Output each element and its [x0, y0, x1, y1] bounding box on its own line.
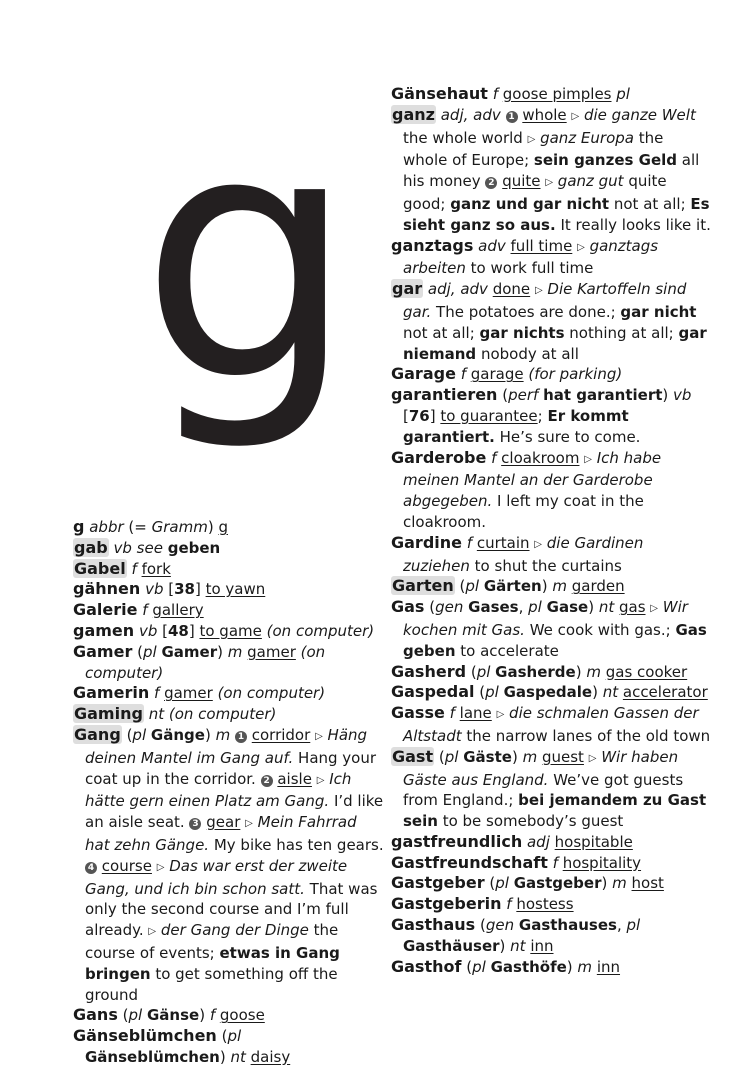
dictionary-entry — [391, 682, 711, 703]
text: [ — [163, 580, 175, 599]
section-letter: g — [140, 60, 356, 456]
headword: Gamer — [73, 641, 133, 661]
bold-form: Gänseblümchen — [85, 1047, 220, 1066]
translation: g — [218, 518, 228, 536]
text: I’d like an aisle seat. — [85, 792, 384, 832]
headword: Garderobe — [391, 447, 487, 467]
translation: hostess — [516, 895, 574, 914]
grammar-label: pl — [444, 747, 459, 766]
grammar-label: pl — [616, 85, 630, 103]
text: [ — [403, 406, 409, 425]
grammar-label: m — [522, 747, 538, 766]
dictionary-entry — [391, 364, 711, 385]
headword: Gastfreundschaft — [391, 852, 548, 872]
translation: course — [101, 856, 152, 875]
dictionary-entry — [73, 621, 385, 642]
dictionary-entry — [391, 747, 711, 832]
sense-number: 1 — [506, 111, 518, 123]
example-arrow-icon: ▷ — [571, 110, 580, 122]
text: the narrow lanes of the old town — [461, 726, 711, 745]
translation: goose — [219, 1006, 265, 1025]
phrase: Gas geben — [403, 620, 707, 660]
sense-number: 2 — [485, 177, 497, 189]
grammar-label: (on computer) — [217, 684, 326, 703]
grammar-label: f — [552, 853, 558, 872]
grammar-label: perf — [508, 386, 539, 405]
translation: goose pimples — [502, 85, 612, 103]
text: the course of events; — [85, 921, 339, 962]
example-sentence: die ganze Welt — [583, 105, 696, 124]
text: We cook with gas.; — [524, 620, 676, 639]
grammar-label: f — [460, 365, 466, 384]
grammar-label: gen — [485, 916, 515, 935]
bold-form: Gaspedale — [503, 683, 593, 702]
phrase: ganz und gar nicht — [450, 194, 610, 213]
text: to work full time — [465, 259, 594, 278]
example-sentence: Häng deinen Mantel im Gang auf. — [85, 725, 368, 767]
grammar-label: pl — [227, 1027, 242, 1046]
bold-form: Gäste — [463, 747, 512, 766]
grammar-label: pl — [128, 1006, 143, 1025]
translation: to game — [199, 621, 262, 640]
example-arrow-icon: ▷ — [534, 538, 542, 550]
bold-form: Gasthäuser — [403, 936, 500, 955]
text: ( — [479, 916, 486, 935]
text: ] — [194, 580, 206, 599]
example-sentence: Die Kartoffeln sind gar. — [403, 280, 687, 321]
text: ) — [566, 957, 578, 976]
example-sentence: ganztags arbeiten — [403, 236, 659, 278]
text: Hang your coat up in the corridor. — [85, 748, 377, 788]
text: [ — [157, 621, 168, 640]
grammar-label: m — [227, 642, 243, 661]
bold-form: Gänge — [150, 725, 205, 744]
grammar-label: Gramm — [151, 518, 208, 536]
example-arrow-icon: ▷ — [534, 285, 543, 297]
text: It really looks like it. — [555, 215, 711, 234]
translation: full time — [510, 236, 573, 255]
dictionary-entry — [73, 725, 385, 1005]
dictionary-entry — [391, 279, 711, 364]
text: The potatoes are done.; — [431, 302, 621, 321]
grammar-label: vb see — [113, 538, 163, 557]
dictionary-entry — [391, 832, 711, 853]
dictionary-entry — [391, 385, 711, 447]
translation: host — [631, 874, 664, 893]
bold-form: Gases — [468, 598, 519, 617]
text: ; — [537, 406, 548, 425]
example-sentence: Ich hätte gern einen Platz am Gang. — [85, 769, 352, 811]
text: ( — [438, 747, 445, 766]
text: My bike has ten gears. — [209, 835, 384, 854]
dictionary-entry — [73, 538, 385, 559]
translation: hospitable — [554, 832, 633, 851]
headword: Gabel — [74, 558, 126, 578]
bold-form: Gasthauses — [518, 916, 617, 935]
text: ( — [122, 1006, 129, 1025]
text: ( — [502, 386, 509, 405]
headword: ganztags — [391, 235, 474, 255]
headword: Gasse — [391, 703, 445, 723]
example-arrow-icon: ▷ — [588, 752, 597, 764]
headword: Gast — [392, 746, 434, 766]
example-arrow-icon: ▷ — [650, 603, 658, 615]
grammar-label: nt — [598, 598, 615, 617]
text: I left my coat in the cloakroom. — [403, 492, 644, 531]
grammar-label: m — [577, 957, 593, 976]
dictionary-entry — [73, 683, 385, 704]
headword: Gas — [391, 597, 425, 617]
text: nothing at all; — [564, 323, 679, 342]
example-sentence: Ich habe meinen Mantel an der Garderobe abgegeben. — [403, 448, 662, 511]
bold-form: Gänse — [146, 1006, 200, 1025]
dictionary-entry — [391, 703, 711, 747]
headword: Garten — [392, 576, 454, 596]
text: ) — [662, 386, 674, 405]
grammar-label: pl — [485, 683, 499, 702]
text: to shut the curtains — [469, 556, 622, 575]
grammar-label: m — [215, 725, 231, 744]
grammar-label: nt — [230, 1047, 246, 1066]
translation: daisy — [250, 1047, 291, 1066]
text: ( — [479, 683, 486, 702]
right-column — [391, 84, 711, 977]
grammar-label: nt (on computer) — [148, 705, 277, 724]
text: not at all; — [403, 323, 480, 342]
bold-form: Gärten — [483, 577, 542, 596]
grammar-label: vb — [673, 386, 692, 405]
dictionary-entry — [391, 957, 711, 978]
dictionary-entry — [391, 576, 711, 597]
text: ( — [466, 957, 473, 976]
text: ( — [459, 577, 466, 596]
text: , — [616, 916, 627, 935]
sense-number: 2 — [261, 775, 273, 787]
grammar-label: f — [449, 704, 455, 723]
example-arrow-icon: ▷ — [156, 861, 165, 873]
text: ( — [137, 642, 143, 661]
dictionary-entry — [391, 853, 711, 874]
phrase: bei jemandem zu Gast sein — [403, 791, 707, 831]
text: ] — [188, 621, 200, 640]
bold-form: 48 — [167, 621, 189, 640]
example-sentence: die schmalen Gassen der Altstadt — [403, 704, 699, 745]
left-column — [73, 517, 385, 1068]
example-arrow-icon: ▷ — [316, 774, 325, 786]
translation: gear — [206, 813, 241, 832]
text: He’s sure to come. — [494, 427, 641, 446]
grammar-label: nt — [510, 936, 526, 955]
text: ) — [199, 1006, 210, 1025]
headword: gastfreundlich — [391, 831, 523, 851]
bold-form: Gastgeber — [513, 874, 602, 893]
dictionary-entry — [391, 873, 711, 894]
text: ) — [204, 725, 216, 744]
grammar-label: vb — [145, 580, 164, 599]
grammar-label: pl — [142, 642, 157, 661]
text: ) — [499, 936, 511, 955]
headword: Gastgeberin — [391, 894, 502, 914]
phrase: gar niemand — [403, 323, 707, 363]
text: ) — [217, 642, 228, 661]
grammar-label: pl — [132, 725, 147, 744]
bold-form: 76 — [408, 406, 430, 425]
text: the whole world — [403, 128, 528, 147]
text: ) — [207, 518, 219, 536]
translation: gallery — [152, 601, 204, 620]
grammar-label: pl — [495, 874, 509, 893]
headword: gar — [392, 279, 423, 299]
translation: gamer — [247, 642, 296, 661]
grammar-label: f — [491, 448, 497, 467]
dictionary-entry — [391, 84, 711, 105]
dictionary-entry — [73, 579, 385, 600]
example-arrow-icon: ▷ — [148, 926, 157, 938]
example-sentence: Wir kochen mit Gas. — [403, 598, 688, 639]
headword: Gänseblümchen — [73, 1026, 217, 1046]
text: ( — [489, 874, 496, 893]
text: nobody at all — [476, 344, 579, 363]
grammar-label: adj, adv — [440, 105, 501, 124]
translation: whole — [522, 105, 567, 124]
headword: Gasthof — [391, 956, 462, 976]
text: ] — [429, 406, 441, 425]
text: We’ve got guests from England.; — [403, 770, 684, 810]
grammar-label: f — [466, 533, 473, 552]
grammar-label: abbr — [89, 518, 124, 536]
grammar-label: pl — [465, 577, 480, 596]
example-arrow-icon: ▷ — [496, 709, 505, 721]
grammar-label: pl — [528, 598, 542, 617]
dictionary-entry — [73, 517, 385, 538]
dictionary-entry — [73, 1005, 385, 1026]
text: ) — [541, 577, 553, 596]
grammar-label: m — [586, 662, 601, 681]
translation: guest — [541, 747, 584, 766]
text: all his money — [403, 151, 700, 191]
text: That was only the second course and I’m full already. — [85, 879, 378, 940]
phrase: Es sieht ganz so aus. — [403, 194, 710, 234]
grammar-label: adj — [526, 832, 550, 851]
grammar-label: (on computer) — [85, 642, 326, 682]
headword: Galerie — [73, 600, 138, 620]
dictionary-entry — [73, 600, 385, 621]
bold-form: 38 — [174, 580, 195, 599]
dictionary-entry — [73, 642, 385, 684]
example-sentence: Das war erst der zweite Gang, und ich bin schon satt. — [85, 856, 348, 898]
grammar-label: pl — [626, 916, 641, 935]
grammar-label: f — [492, 85, 498, 103]
headword: ganz — [392, 104, 435, 124]
translation: to yawn — [205, 580, 266, 599]
text: the whole of Europe; — [403, 128, 664, 170]
bold-form: Gasthöfe — [490, 957, 567, 976]
bold-form: hat garantiert — [543, 386, 663, 405]
phrase: gar nicht — [620, 302, 697, 321]
example-sentence: der Gang der Dinge — [160, 921, 309, 940]
dictionary-entry — [391, 533, 711, 577]
example-arrow-icon: ▷ — [577, 241, 585, 253]
headword: g — [73, 517, 85, 536]
translation: inn — [596, 957, 621, 976]
example-sentence: die Gardinen zuziehen — [403, 533, 644, 575]
headword: Garage — [391, 364, 456, 384]
text: to accelerate — [455, 641, 559, 660]
text: ( — [221, 1027, 228, 1046]
text: ) — [219, 1047, 231, 1066]
translation: corridor — [251, 725, 311, 744]
phrase: sein ganzes Geld — [533, 151, 678, 170]
text: ) — [588, 598, 599, 617]
text: ( — [429, 598, 436, 617]
dictionary-entry — [391, 915, 711, 957]
grammar-label: (on computer) — [266, 621, 375, 640]
translation: garage — [470, 365, 524, 384]
grammar-label: f — [131, 559, 137, 578]
text: to be somebody’s guest — [437, 812, 624, 831]
translation: gas cooker — [605, 662, 688, 681]
phrase: Er kommt garantiert. — [403, 406, 629, 446]
grammar-label: (for parking) — [528, 365, 623, 384]
translation: lane — [459, 704, 492, 723]
text: ) — [511, 747, 523, 766]
translation: aisle — [277, 769, 312, 788]
translation: gamer — [164, 684, 213, 703]
headword: Gamerin — [73, 683, 150, 703]
grammar-label: m — [552, 577, 567, 596]
example-sentence: Wir haben Gäste aus England. — [403, 747, 679, 789]
translation: gas — [618, 598, 646, 617]
headword: gamen — [73, 620, 135, 640]
dictionary-entry — [391, 597, 711, 661]
grammar-label: adv — [478, 236, 506, 255]
grammar-label: vb — [138, 621, 158, 640]
grammar-label: adj, adv — [427, 280, 488, 299]
example-arrow-icon: ▷ — [584, 453, 592, 465]
translation: garden — [571, 577, 625, 596]
text: ) — [575, 662, 587, 681]
example-arrow-icon: ▷ — [315, 730, 323, 742]
headword: gähnen — [73, 579, 141, 599]
headword: Gaming — [74, 704, 143, 724]
example-sentence: ganz gut — [557, 172, 624, 191]
grammar-label: f — [154, 684, 160, 703]
dictionary-entry — [73, 1026, 385, 1068]
translation: fork — [141, 559, 171, 578]
example-sentence: Mein Fahrrad hat zehn Gänge. — [85, 813, 357, 854]
grammar-label: nt — [602, 683, 619, 702]
bold-form: Gamer — [161, 642, 218, 661]
headword: garantieren — [391, 385, 498, 405]
headword: Gaspedal — [391, 682, 475, 702]
text: not at all; — [609, 194, 691, 213]
bold-form: geben — [167, 538, 221, 557]
dictionary-entry — [391, 236, 711, 280]
text: (= — [123, 518, 152, 536]
translation: cloakroom — [501, 448, 580, 467]
dictionary-entry — [391, 894, 711, 915]
grammar-label: gen — [435, 598, 464, 617]
example-arrow-icon: ▷ — [245, 818, 253, 830]
translation: to guarantee — [440, 406, 538, 425]
translation: quite — [502, 172, 541, 191]
text: , — [518, 598, 529, 617]
dictionary-entry — [73, 559, 385, 580]
headword: Gastgeber — [391, 873, 485, 893]
example-arrow-icon: ▷ — [545, 177, 554, 189]
translation: inn — [530, 936, 554, 955]
headword: gab — [74, 537, 108, 557]
text: ) — [601, 874, 613, 893]
text: ) — [592, 683, 603, 702]
headword: Gasherd — [391, 661, 467, 681]
example-arrow-icon: ▷ — [527, 133, 536, 145]
phrase: etwas in Gang bringen — [85, 943, 340, 983]
grammar-label: pl — [476, 662, 491, 681]
text: ( — [470, 662, 477, 681]
sense-number: 1 — [235, 731, 247, 743]
headword: Gang — [74, 724, 121, 744]
headword: Gardine — [391, 532, 462, 552]
grammar-label: pl — [472, 957, 486, 976]
headword: Gasthaus — [391, 915, 476, 935]
text: to get something off the ground — [85, 964, 338, 1004]
sense-number: 3 — [189, 818, 201, 830]
headword: Gans — [73, 1005, 118, 1025]
dictionary-entry — [391, 448, 711, 533]
grammar-label: f — [209, 1006, 216, 1025]
text — [501, 106, 506, 124]
text: ( — [126, 725, 133, 744]
grammar-label: m — [612, 874, 627, 893]
dictionary-entry — [73, 704, 385, 725]
translation: curtain — [476, 533, 530, 552]
sense-number: 4 — [85, 862, 97, 874]
grammar-label: f — [506, 895, 512, 914]
dictionary-entry — [391, 105, 711, 236]
phrase: gar nichts — [479, 323, 565, 342]
dictionary-entry — [391, 662, 711, 683]
text: quite good; — [403, 172, 667, 213]
translation: done — [492, 280, 531, 299]
bold-form: Gasherde — [495, 662, 576, 681]
headword: Gänsehaut — [391, 84, 488, 103]
example-sentence: ganz Europa — [540, 128, 634, 147]
translation: accelerator — [622, 683, 708, 702]
grammar-label: f — [142, 601, 148, 620]
translation: hospitality — [562, 853, 642, 872]
bold-form: Gase — [546, 598, 589, 617]
